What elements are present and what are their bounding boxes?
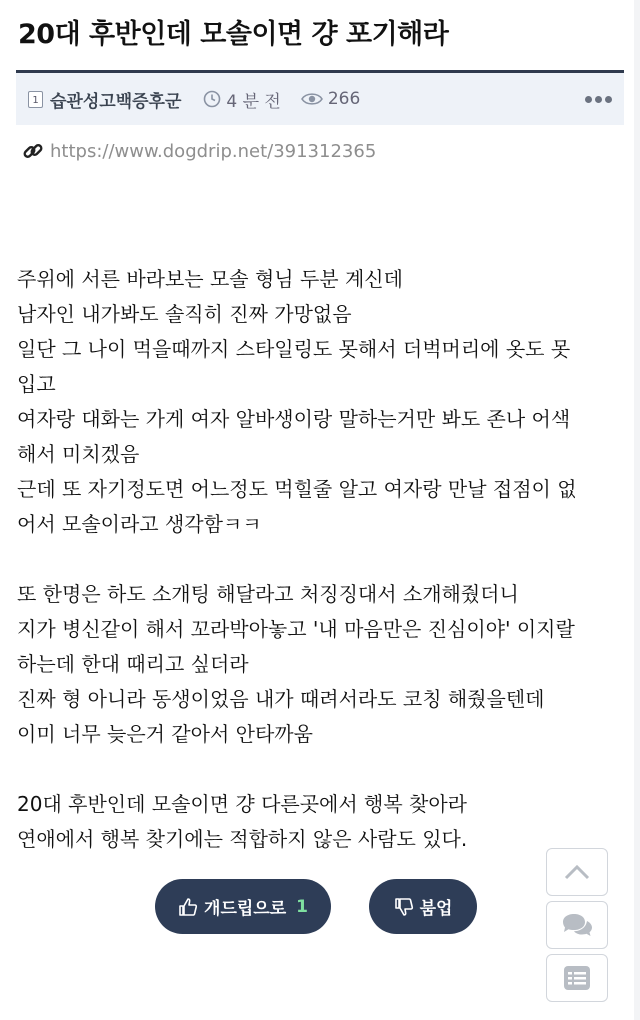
clock-icon bbox=[203, 90, 221, 108]
view-count-text: 266 bbox=[327, 89, 361, 109]
post-meta-bar bbox=[16, 73, 624, 125]
body-line: 근데 또 자기정도면 어느정도 먹힐줄 알고 여자랑 만날 접점이 없 bbox=[17, 477, 577, 501]
upvote-count: 1 bbox=[296, 896, 308, 917]
chevron-up-icon bbox=[563, 863, 591, 881]
body-line: 지가 병신같이 해서 꼬라박아놓고 '내 마음만은 진심이야' 이지랄 bbox=[17, 617, 575, 641]
post-time-text: 4 분 전 bbox=[226, 91, 281, 112]
body-line: 진짜 형 아니라 동생이었음 내가 때려서라도 코칭 해줬을텐데 bbox=[17, 687, 545, 711]
paragraph-gap bbox=[17, 752, 627, 787]
body-line: 하는데 한대 때리고 싶더라 bbox=[17, 652, 249, 676]
body-line: 이미 너무 늦은거 같아서 안타까움 bbox=[17, 722, 313, 746]
comment-icon bbox=[560, 912, 594, 938]
body-line: 연애에서 행복 찾기에는 적합하지 않은 사람도 있다. bbox=[17, 827, 468, 851]
downvote-label: 붐업 bbox=[419, 899, 453, 919]
thumbs-down-icon bbox=[394, 897, 414, 917]
body-line: 주위에 서른 바라보는 모솔 형님 두분 계신데 bbox=[17, 267, 403, 291]
upvote-label: 개드립으로 bbox=[204, 899, 287, 919]
author-name[interactable]: 습관성고백증후군 bbox=[50, 91, 182, 112]
view-count bbox=[301, 89, 360, 109]
body-line: 해서 미치겠음 bbox=[17, 442, 140, 466]
permalink-url[interactable]: https://www.dogdrip.net/391312365 bbox=[50, 140, 377, 162]
scrollbar-track[interactable] bbox=[634, 0, 640, 1020]
post-title: 20대 후반인데 모솔이면 걍 포기해라 bbox=[18, 19, 449, 50]
more-dot bbox=[595, 96, 602, 103]
body-line: 입고 bbox=[17, 372, 56, 396]
list-button[interactable] bbox=[546, 954, 608, 1002]
body-line: 일단 그 나이 먹을때까지 스타일링도 못해서 더벅머리에 옷도 못 bbox=[17, 337, 571, 361]
more-dot bbox=[585, 96, 592, 103]
body-line: 20대 후반인데 모솔이면 걍 다른곳에서 행복 찾아라 bbox=[17, 792, 467, 816]
body-line: 여자랑 대화는 가게 여자 알바생이랑 말하는거만 봐도 존나 어색 bbox=[17, 407, 571, 431]
comments-button[interactable] bbox=[546, 901, 608, 949]
thumbs-up-icon bbox=[178, 897, 198, 917]
more-options-button[interactable] bbox=[585, 96, 612, 103]
body-line: 또 한명은 하도 소개팅 해달라고 처징징대서 소개해줬더니 bbox=[17, 582, 519, 606]
downvote-button[interactable] bbox=[369, 879, 477, 934]
link-icon bbox=[22, 140, 44, 162]
post-permalink[interactable] bbox=[22, 140, 376, 162]
board-icon: 1 bbox=[28, 91, 43, 108]
scroll-top-button[interactable] bbox=[546, 848, 608, 896]
list-icon bbox=[563, 965, 591, 991]
eye-icon bbox=[301, 91, 323, 107]
post-time bbox=[203, 87, 280, 112]
post-body bbox=[17, 262, 627, 857]
body-line: 남자인 내가봐도 솔직히 진짜 가망없음 bbox=[17, 302, 352, 326]
body-line: 어서 모솔이라고 생각함ㅋㅋ bbox=[17, 512, 262, 536]
upvote-button[interactable] bbox=[155, 879, 331, 934]
more-dot bbox=[605, 96, 612, 103]
paragraph-gap bbox=[17, 542, 627, 577]
